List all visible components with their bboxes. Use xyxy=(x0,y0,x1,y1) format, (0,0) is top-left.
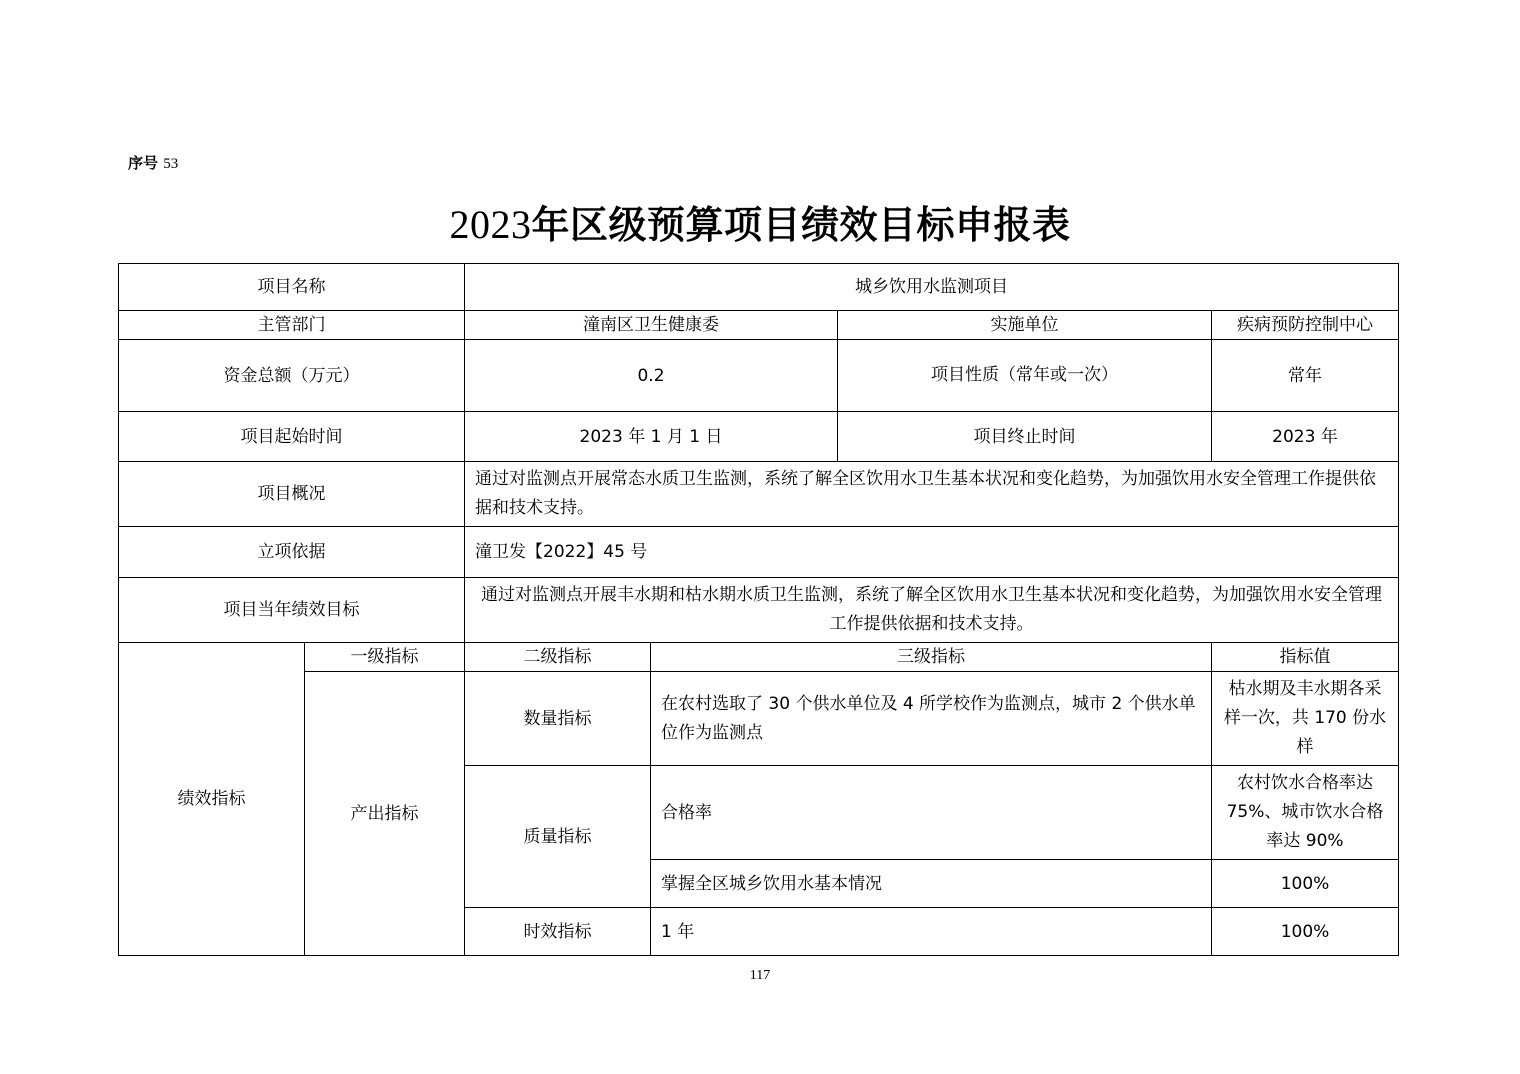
page-number: 117 xyxy=(749,968,771,983)
level2-quantity: 数量指标 xyxy=(465,672,651,766)
output-label: 产出指标 xyxy=(305,672,465,956)
goal-value: 通过对监测点开展丰水期和枯水期水质卫生监测，系统了解全区饮用水卫生基本状况和变化趋势，为加强饮用水安全管理工作提供依据和技术支持。 xyxy=(465,578,1399,643)
nature-label: 项目性质（常年或一次） xyxy=(838,340,1212,412)
overview-value: 通过对监测点开展常态水质卫生监测，系统了解全区饮用水卫生基本状况和变化趋势，为加强饮用水安全管理工作提供依据和技术支持。 xyxy=(465,462,1399,527)
sequence-value: 53 xyxy=(163,156,179,172)
sequence-number xyxy=(128,152,178,173)
basis-value: 潼卫发【2022】45 号 xyxy=(465,527,1399,578)
perf-label: 绩效指标 xyxy=(119,643,305,956)
row-quantity xyxy=(119,672,1399,766)
title-year: 2023 xyxy=(449,202,532,247)
row-goal xyxy=(119,578,1399,643)
row-time xyxy=(119,412,1399,462)
basis-label: 立项依据 xyxy=(119,527,465,578)
value-quantity: 枯水期及丰水期各采样一次，共 170 份水样 xyxy=(1212,672,1399,766)
value-timeliness: 100% xyxy=(1212,908,1399,956)
dept-label: 主管部门 xyxy=(119,311,465,340)
performance-target-table xyxy=(118,263,1399,956)
nature-value: 常年 xyxy=(1212,340,1399,412)
value-quality-mastery: 100% xyxy=(1212,860,1399,908)
row-indicator-header xyxy=(119,643,1399,672)
dept-value: 潼南区卫生健康委 xyxy=(465,311,838,340)
row-fund xyxy=(119,340,1399,412)
value-quality-rate: 农村饮水合格率达 75%、城市饮水合格率达 90% xyxy=(1212,766,1399,860)
col-level1-header: 一级指标 xyxy=(305,643,465,672)
fund-label: 资金总额（万元） xyxy=(119,340,465,412)
row-project-name xyxy=(119,264,1399,311)
row-basis xyxy=(119,527,1399,578)
level3-quality-mastery: 掌握全区城乡饮用水基本情况 xyxy=(651,860,1212,908)
level2-timeliness: 时效指标 xyxy=(465,908,651,956)
end-value: 2023 年 xyxy=(1212,412,1399,462)
overview-label: 项目概况 xyxy=(119,462,465,527)
impl-value: 疾病预防控制中心 xyxy=(1212,311,1399,340)
project-name-value: 城乡饮用水监测项目 xyxy=(465,264,1399,311)
fund-value: 0.2 xyxy=(465,340,838,412)
start-label: 项目起始时间 xyxy=(119,412,465,462)
title-text: 年区级预算项目绩效目标申报表 xyxy=(531,203,1071,247)
goal-label: 项目当年绩效目标 xyxy=(119,578,465,643)
row-department xyxy=(119,311,1399,340)
sequence-label: 序号 xyxy=(128,154,159,172)
col-level2-header: 二级指标 xyxy=(465,643,651,672)
end-label: 项目终止时间 xyxy=(838,412,1212,462)
project-name-label: 项目名称 xyxy=(119,264,465,311)
start-value: 2023 年 1 月 1 日 xyxy=(465,412,838,462)
page-title xyxy=(0,194,1520,249)
col-level3-header: 三级指标 xyxy=(651,643,1212,672)
level3-quantity: 在农村选取了 30 个供水单位及 4 所学校作为监测点，城市 2 个供水单位作为监测点 xyxy=(651,672,1212,766)
level2-quality: 质量指标 xyxy=(465,766,651,908)
level3-timeliness: 1 年 xyxy=(651,908,1212,956)
level3-quality-rate: 合格率 xyxy=(651,766,1212,860)
row-overview xyxy=(119,462,1399,527)
col-value-header: 指标值 xyxy=(1212,643,1399,672)
impl-label: 实施单位 xyxy=(838,311,1212,340)
